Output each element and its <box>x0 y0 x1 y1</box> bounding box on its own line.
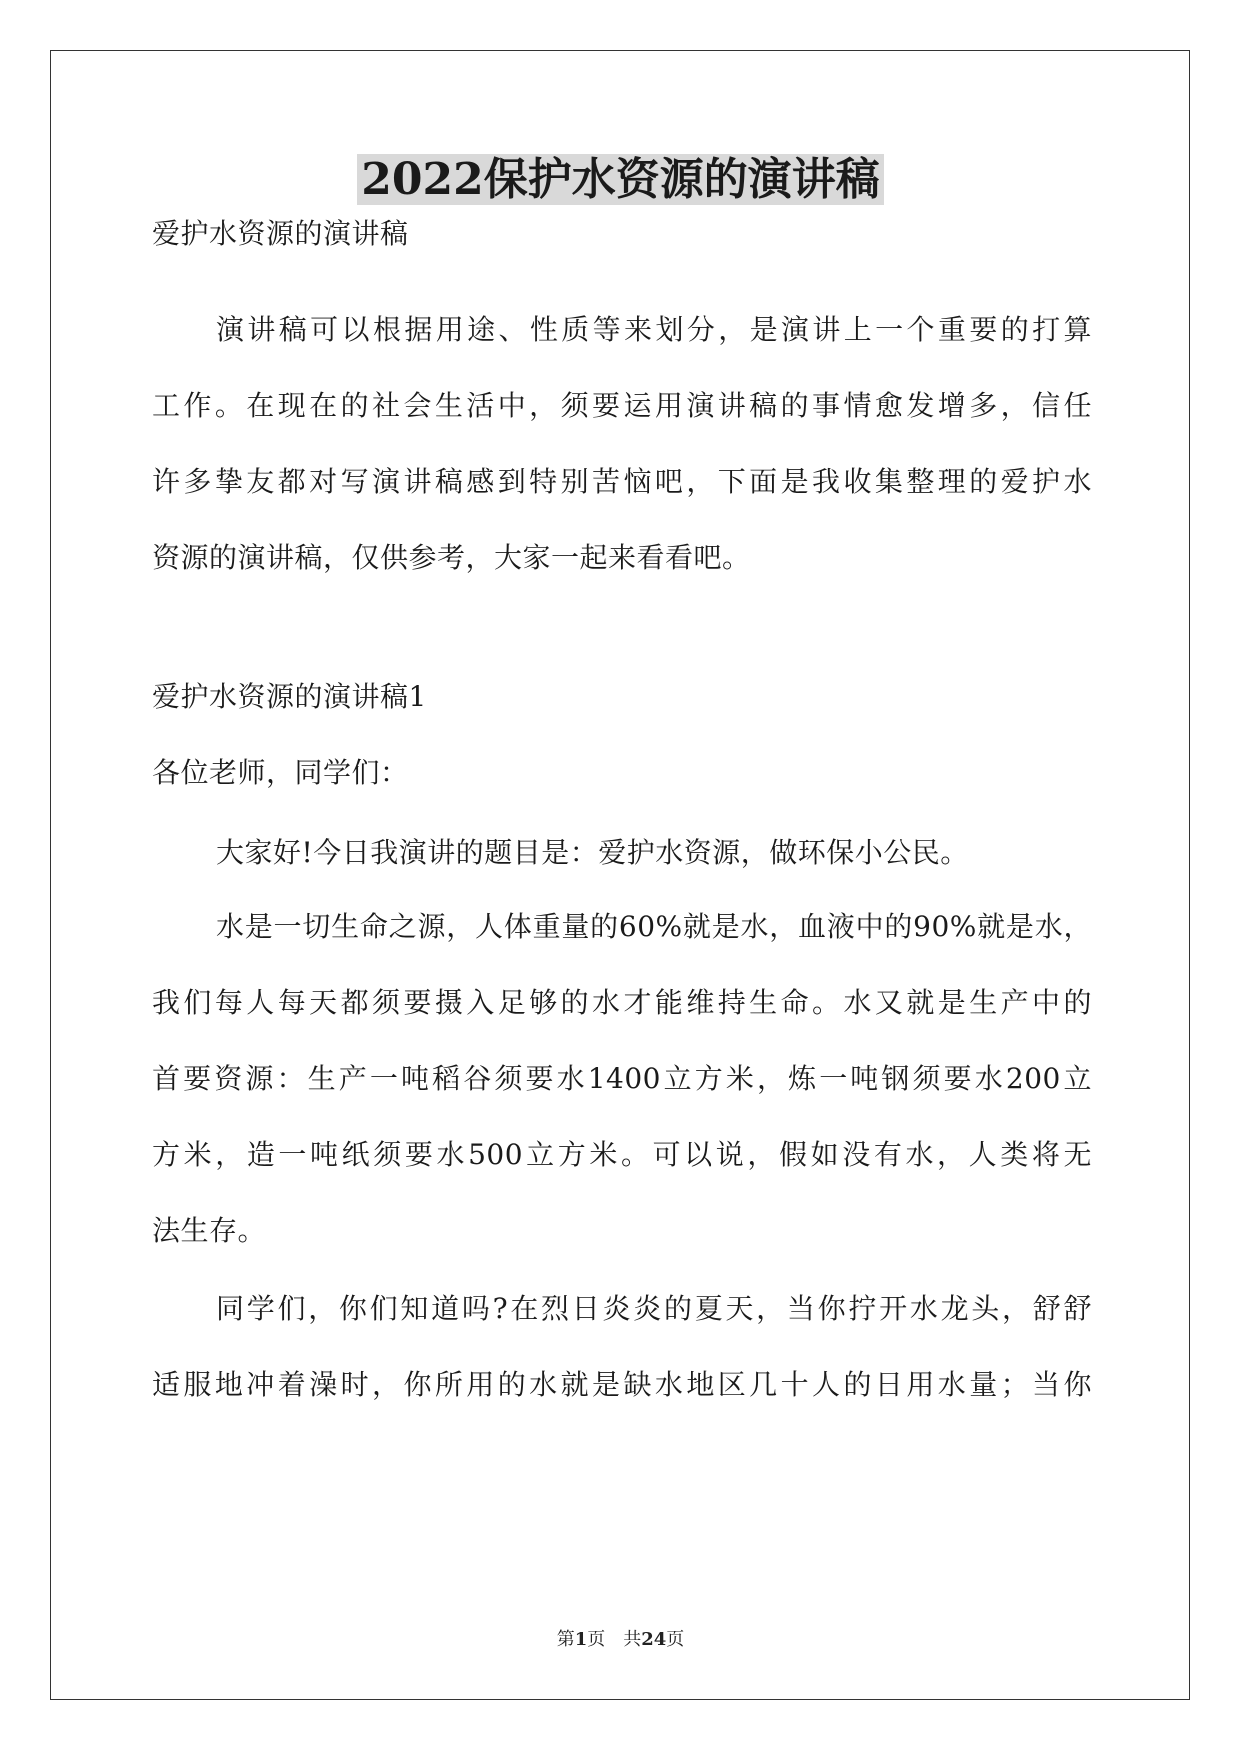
salutation-line: 各位老师，同学们： <box>152 756 409 789</box>
paragraph-line: 首要资源：生产一吨稻谷须要水1400立方米，炼一吨钢须要水200立 <box>152 1062 1092 1095</box>
paragraph-line: 方米，造一吨纸须要水500立方米。可以说，假如没有水，人类将无 <box>152 1138 1092 1171</box>
footer-total-pages: 24 <box>641 1629 667 1650</box>
paragraph-line: 同学们，你们知道吗?在烈日炎炎的夏天，当你拧开水龙头，舒舒 <box>216 1292 1092 1325</box>
document-title <box>0 150 1241 210</box>
paragraph-line: 资源的演讲稿，仅供参考，大家一起来看看吧。 <box>152 541 751 574</box>
footer-suffix: 页 <box>666 1629 685 1650</box>
paragraph-line: 法生存。 <box>152 1214 267 1247</box>
paragraph-line: 我们每人每天都须要摄入足够的水才能维持生命。水又就是生产中的 <box>152 986 1092 1019</box>
paragraph-line: 许多挚友都对写演讲稿感到特别苦恼吧，下面是我收集整理的爱护水 <box>152 465 1092 498</box>
footer-prefix: 第 <box>556 1629 575 1650</box>
page-footer <box>0 1628 1241 1652</box>
paragraph-line: 水是一切生命之源，人体重量的60%就是水，血液中的90%就是水， <box>216 910 1092 943</box>
section-heading: 爱护水资源的演讲稿1 <box>152 680 427 713</box>
paragraph-line: 大家好!今日我演讲的题目是：爱护水资源，做环保小公民。 <box>216 836 969 869</box>
paragraph-line: 演讲稿可以根据用途、性质等来划分，是演讲上一个重要的打算 <box>216 313 1092 346</box>
page-border <box>50 50 1190 1700</box>
paragraph-line: 工作。在现在的社会生活中，须要运用演讲稿的事情愈发增多，信任 <box>152 389 1092 422</box>
footer-page-number: 1 <box>574 1629 588 1650</box>
document-title-text: 2022保护水资源的演讲稿 <box>357 154 883 205</box>
footer-mid: 页 共 <box>587 1629 642 1650</box>
subtitle-line: 爱护水资源的演讲稿 <box>152 217 409 250</box>
paragraph-line: 适服地冲着澡时，你所用的水就是缺水地区几十人的日用水量；当你 <box>152 1368 1092 1401</box>
